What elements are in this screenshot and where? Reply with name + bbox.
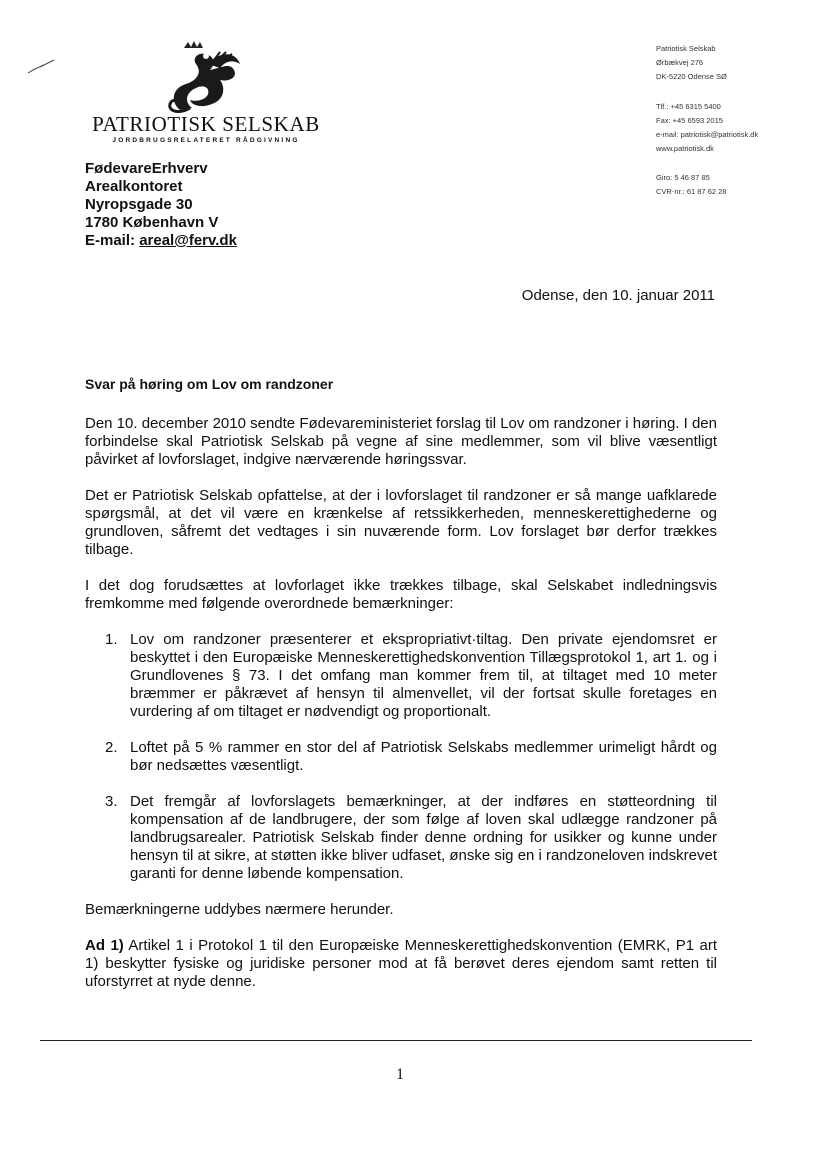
recipient-email-link[interactable]: areal@ferv.dk: [139, 232, 237, 249]
contact-email: e-mail: patriotisk@patriotisk.dk: [656, 130, 759, 139]
contact-street: Ørbækvej 276: [656, 58, 704, 67]
ad1-paragraph: [85, 937, 717, 991]
contact-web: www.patriotisk.dk: [656, 144, 714, 153]
contact-giro: Giro: 5 46 87 85: [656, 173, 710, 182]
list-item-number: 1.: [105, 631, 118, 648]
pen-mark-icon: [26, 56, 56, 76]
list-item-text: Det fremgår af lovforslagets bemærkninger, at der indføres en støtteordning til kompensation af de landbrugere, der som følge af loven skal udlægge randzoner på landbrugsarealer. Patriotisk Selskab finder denne ordning for usikker og kunne under hensyn til at sikre, at støtten ikke bliver udfaset, ønske sig en i randzoneloven indskrevet garanti for denne løbende kompensation.: [130, 793, 717, 882]
closing-sentence: Bemærkningerne uddybes nærmere herunder.: [85, 901, 394, 918]
recipient-line-2: Arealkontoret: [85, 178, 183, 195]
page-number: 1: [396, 1066, 404, 1083]
ad1-text: Artikel 1 i Protokol 1 til den Europæiske Menneskerettighedskonvention (EMRK, P1 art 1) beskytter fysiske og juridiske personer mod at få berøvet deres ejendom samt retten til uforstyrret at nyde denne.: [85, 937, 718, 990]
contact-city: DK-5220 Odense SØ: [656, 72, 727, 81]
recipient-line-4: 1780 København V: [85, 214, 219, 231]
contact-name: Patriotisk Selskab: [656, 44, 716, 53]
letter-date: Odense, den 10. januar 2011: [521, 287, 715, 304]
contact-phone: Tlf.: +45 6315 5400: [656, 102, 721, 111]
recipient-email-line: [85, 232, 237, 250]
organization-name: PATRIOTISK SELSKAB: [92, 112, 320, 136]
list-item-number: 2.: [105, 739, 118, 756]
contact-cvr: CVR-nr.: 61 87 62 28: [656, 187, 727, 196]
body-paragraph-3: I det dog forudsættes at lovforlaget ikke trækkes tilbage, skal Selskabet indledningsvis fremkomme med følgende overordnede bemærkninger:: [85, 577, 717, 612]
organization-tagline: JORDBRUGSRELATERET RÅDGIVNING: [112, 137, 300, 144]
dragon-crest-icon: [150, 40, 260, 115]
contact-fax: Fax: +45 6593 2015: [656, 116, 723, 125]
recipient-line-3: Nyropsgade 30: [85, 196, 193, 213]
recipient-address: [85, 160, 237, 250]
list-item-text: Loftet på 5 % rammer en stor del af Patriotisk Selskabs medlemmer urimeligt hårdt og bør nedsættes væsentligt.: [130, 739, 717, 774]
body-paragraph-1: Den 10. december 2010 sendte Fødevareministeriet forslag til Lov om randzoner i høring. I den forbindelse skal Patriotisk Selskab på vegne af sine medlemmer, som vil blive væsentligt påvirket af lovforslaget, indgive nærværende høringssvar.: [85, 415, 717, 468]
body-paragraph-2: Det er Patriotisk Selskab opfattelse, at der i lovforslaget til randzoner er så mange uafklarede spørgsmål, at det vil være en krænkelse af retssikkerheden, menneskerettighederne og grundloven, såfremt det vedtages i sin nuværende form. Lov forslaget bør derfor trækkes tilbage.: [85, 487, 717, 558]
ad1-label: Ad 1): [85, 937, 124, 954]
footer-divider: [40, 1040, 752, 1041]
letter-subject: Svar på høring om Lov om randzoner: [85, 376, 334, 392]
list-item-text: Lov om randzoner præsenterer et ekspropriativt·tiltag. Den private ejendomsret er beskyttet i den Europæiske Menneskerettighedskonvention Tillægsprotokol 1, art 1. og i Grundlovenes § 73. I det omfang man kommer frem til, at tiltaget med 10 meter bræmmer er påkrævet af hensyn til almenvellet, vil der fortsat skulle foretages en vurdering af om tiltaget er nødvendigt og proportionalt.: [130, 631, 717, 720]
recipient-line-1: FødevareErhverv: [85, 160, 208, 177]
recipient-email-label: E-mail:: [85, 232, 140, 249]
list-item-number: 3.: [105, 793, 118, 810]
